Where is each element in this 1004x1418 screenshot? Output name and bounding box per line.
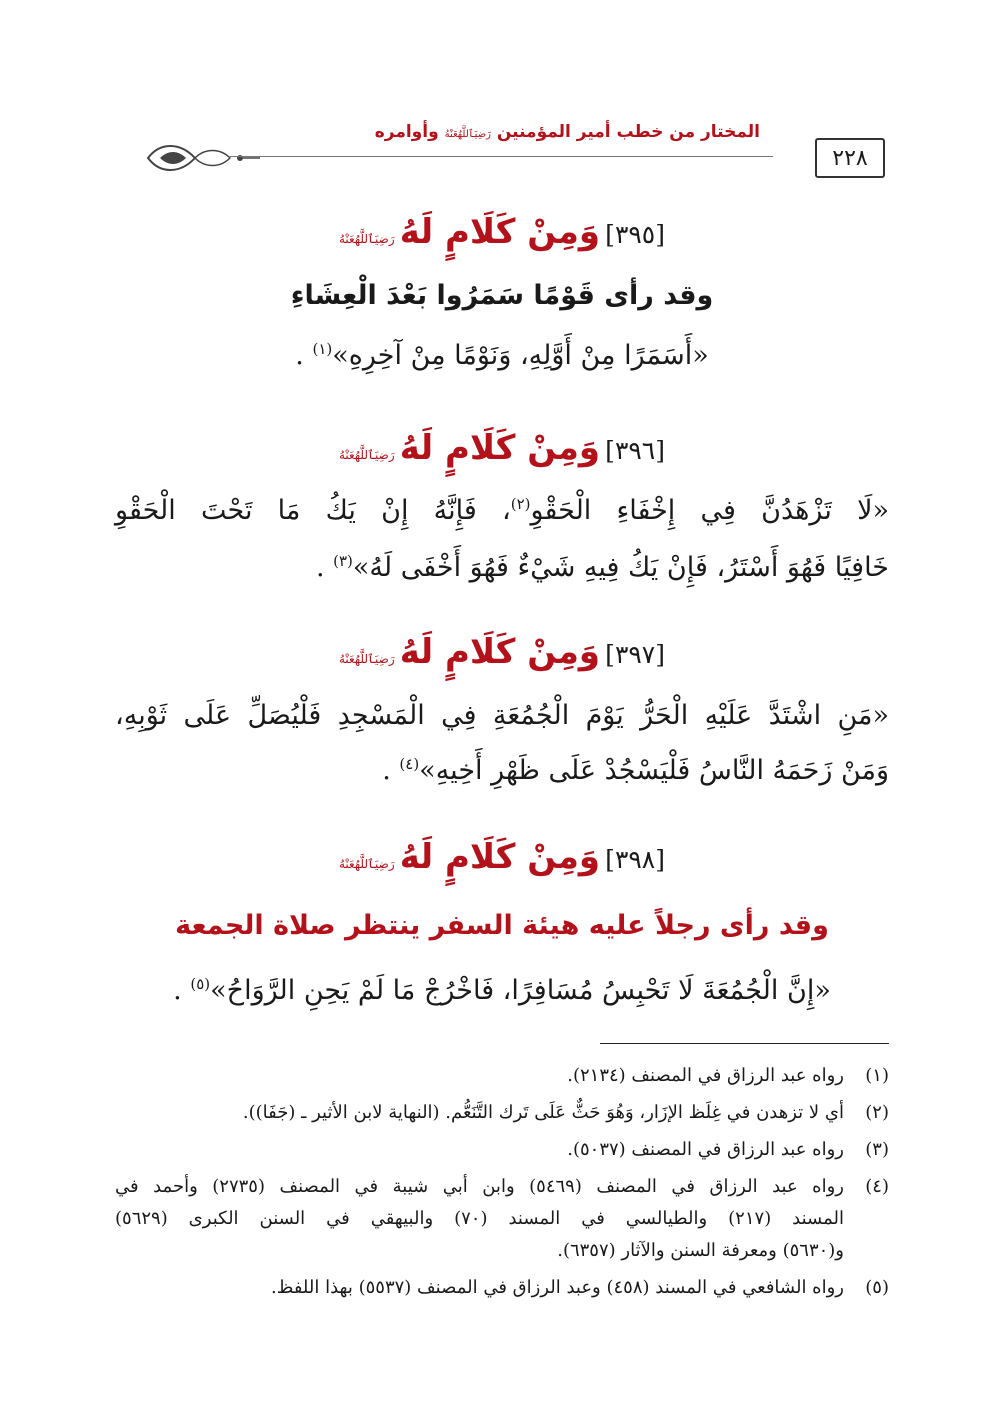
footnote-ref[interactable]: (٥) [190, 975, 211, 993]
section-text-397-line2: وَمَنْ زَحَمَهُ النَّاسُ فَلْيَسْجُدْ عَلَى ظَهْرِ أَخِيهِ»$^{(٤)}$ . [382, 755, 889, 786]
section-honorific: رَضِيَٱللَّهُعَنْهُ [338, 652, 395, 666]
footnote-number: (٢) [865, 1102, 889, 1123]
footnote-number: (١) [865, 1065, 889, 1086]
footnote-line: أي لا تزهدن في غِلَظ الإزَار، وَهُوَ حَثٌّ عَلَى تَرك التَّنَعُّم. (النهاية لابن الأثير ـ (جَفَا)). [242, 1102, 844, 1123]
footnote-2 [115, 1097, 889, 1129]
header-ornament [140, 138, 260, 178]
footnote-5 [115, 1272, 889, 1304]
section-number: [٣٩٦] [605, 436, 665, 465]
section-number: [٣٩٥] [605, 220, 665, 249]
section-title: وَمِنْ كَلَامٍ لَهُ [399, 428, 601, 468]
footnote-ref[interactable]: (٢) [510, 495, 531, 513]
footnotes [115, 1060, 889, 1304]
section-subheading-395: وقد رأى قَوْمًا سَمَرُوا بَعْدَ الْعِشَاءِ [290, 280, 714, 311]
section-text-396-line2: خَافِيًا فَهُوَ أَسْتَرُ، فَإِنْ يَكُ فِيهِ شَيْءٌ فَهُوَ أَخْفَى لَهُ»$^{(٣)}$ . [315, 552, 889, 583]
header-rule [230, 156, 773, 157]
footnote-number: (٤) [865, 1176, 889, 1197]
section-subheading-398: وقد رأى رجلاً عليه هيئة السفر ينتظر صلاة الجمعة [175, 910, 829, 941]
section-honorific: رَضِيَٱللَّهُعَنْهُ [338, 232, 395, 246]
footnote-number: (٥) [865, 1277, 889, 1298]
section-heading-398 [60, 837, 944, 877]
footnote-line: رواه عبد الرزاق في المصنف (٢١٣٤). [567, 1065, 844, 1086]
title-honorific: رَضِيَٱللَّهُعَنْهُ [444, 129, 491, 140]
footnote-3 [115, 1134, 889, 1166]
footnote-divider [600, 1043, 889, 1044]
section-title: وَمِنْ كَلَامٍ لَهُ [399, 632, 601, 672]
footnote-ref[interactable]: (٣) [333, 552, 353, 570]
footnote-number: (٣) [865, 1139, 889, 1160]
footnote-line: المسند (٢١٧) والطيالسي في المسند (٧٠) والبيهقي في السنن الكبرى (٥٦٢٩) [115, 1208, 844, 1229]
footnote-ref[interactable]: (٤) [399, 755, 420, 773]
section-number: [٣٩٨] [605, 845, 665, 874]
footnote-ref[interactable]: (١) [312, 340, 333, 358]
page-number: ٢٢٨ [815, 138, 885, 178]
section-title: وَمِنْ كَلَامٍ لَهُ [399, 837, 601, 877]
section-heading-396 [60, 428, 944, 468]
section-heading-395 [60, 212, 944, 252]
section-number: [٣٩٧] [605, 640, 665, 669]
text-line: «مَنِ اشْتَدَّ عَلَيْهِ الْحَرُّ يَوْمَ الْجُمُعَةِ فِي الْمَسْجِدِ فَلْيُصَلِّ عَلَى ثَوْبِهِ، [115, 700, 889, 731]
footnote-4 [115, 1171, 889, 1267]
footnote-line: رواه عبد الرزاق في المصنف (٥٠٣٧). [567, 1139, 844, 1160]
footnote-line: رواه عبد الرزاق في المصنف (٥٤٦٩) وابن أبي شيبة في المصنف (٢٧٣٥) وأحمد في [115, 1176, 844, 1197]
text-line: «لَا تَزْهَدُنَّ فِي إِخْفَاءِ الْحَقْوِ$^{(٢)}$، فَإِنَّهُ إِنْ يَكُ مَا تَحْتَ الْحَقْوِ [115, 495, 889, 526]
section-text-395: «أَسَمَرًا مِنْ أَوَّلِهِ، وَنَوْمًا مِنْ آخِرِهِ»$^{(١)}$ . [295, 340, 709, 371]
section-text-396 [115, 495, 889, 526]
footnote-line: رواه الشافعي في المسند (٤٥٨) وعبد الرزاق في المصنف (٥٥٣٧) بهذا اللفظ. [271, 1277, 844, 1298]
section-title: وَمِنْ كَلَامٍ لَهُ [399, 212, 601, 252]
section-honorific: رَضِيَٱللَّهُعَنْهُ [338, 448, 395, 462]
footnote-1 [115, 1060, 889, 1092]
running-title: المختار من خطب أمير المؤمنين رَضِيَٱللَّهُعَنْهُ وأوامره [374, 122, 760, 142]
section-text-398: «إِنَّ الْجُمُعَةَ لَا تَحْبِسُ مُسَافِرًا، فَاخْرُجْ مَا لَمْ يَحِنِ الرَّوَاحُ»$^{(٥)}$ . [173, 975, 831, 1006]
footnote-line: و(٥٦٣٠) ومعرفة السنن والآثار (٦٣٥٧). [557, 1240, 844, 1261]
page-header [140, 118, 885, 188]
section-honorific: رَضِيَٱللَّهُعَنْهُ [338, 857, 395, 871]
section-text-397 [115, 700, 889, 731]
section-heading-397 [60, 632, 944, 672]
